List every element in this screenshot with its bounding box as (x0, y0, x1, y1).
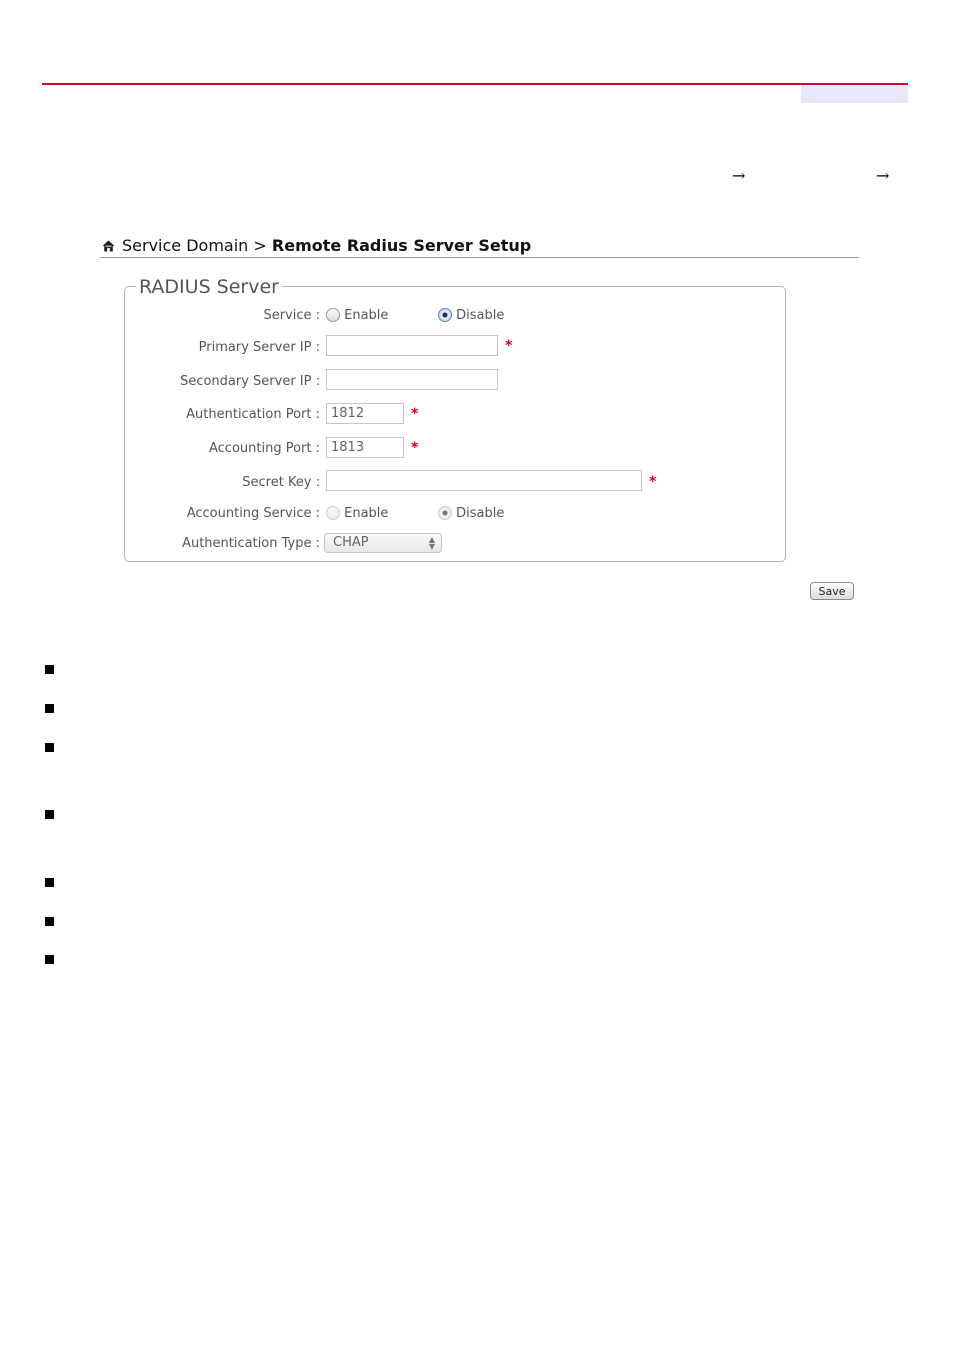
secret-key-required: * (649, 474, 657, 490)
header-rule (42, 83, 908, 85)
bullet-marker (45, 810, 54, 819)
select-updown-icon: ▲ ▼ (428, 535, 435, 551)
secondary-server-ip-label: Secondary Server IP : (180, 374, 320, 389)
service-label: Service : (263, 308, 320, 323)
accounting-service-enable-option[interactable] (326, 506, 438, 522)
breadcrumb (102, 236, 531, 256)
panel-legend: RADIUS Server (136, 276, 282, 298)
bullet-marker (45, 955, 54, 964)
accounting-service-enable-radio[interactable] (326, 506, 340, 520)
breadcrumb-parent[interactable]: Service Domain (122, 236, 249, 255)
authentication-port-input[interactable]: 1812 (326, 403, 404, 424)
bullet-marker (45, 665, 54, 674)
bullet-marker (45, 704, 54, 713)
primary-server-ip-required: * (505, 338, 513, 354)
accounting-service-disable-label: Disable (456, 506, 505, 521)
accounting-port-label: Accounting Port : (208, 441, 320, 456)
service-disable-label: Disable (456, 308, 505, 323)
home-icon[interactable] (102, 237, 116, 256)
secret-key-input[interactable] (326, 470, 642, 491)
page-tag (801, 85, 908, 103)
accounting-service-disable-option[interactable] (438, 506, 504, 522)
arrow-2: → (876, 166, 890, 185)
authentication-port-label: Authentication Port : (186, 407, 320, 422)
service-enable-label: Enable (344, 308, 389, 323)
secret-key-label: Secret Key : (242, 475, 320, 490)
accounting-service-disable-radio[interactable] (438, 506, 452, 520)
bullet-marker (45, 917, 54, 926)
secondary-server-ip-input[interactable] (326, 369, 498, 390)
service-enable-option[interactable] (326, 308, 438, 324)
authentication-port-required: * (411, 406, 419, 422)
accounting-port-required: * (411, 440, 419, 456)
bullet-marker (45, 878, 54, 887)
primary-server-ip-label: Primary Server IP : (198, 340, 320, 355)
service-disable-option[interactable] (438, 308, 504, 324)
authentication-type-label: Authentication Type : (182, 536, 320, 551)
accounting-service-radio-group (326, 506, 504, 522)
arrow-1: → (732, 166, 746, 185)
primary-server-ip-input[interactable] (326, 335, 498, 356)
save-button[interactable]: Save (810, 582, 854, 600)
service-disable-radio[interactable] (438, 308, 452, 322)
accounting-service-enable-label: Enable (344, 506, 389, 521)
service-radio-group (326, 308, 504, 324)
accounting-service-label: Accounting Service : (186, 506, 320, 521)
breadcrumb-divider (100, 257, 859, 258)
authentication-type-value: CHAP (333, 535, 369, 550)
breadcrumb-separator: > (253, 236, 267, 255)
bullet-marker (45, 743, 54, 752)
breadcrumb-current: Remote Radius Server Setup (271, 236, 532, 255)
service-enable-radio[interactable] (326, 308, 340, 322)
authentication-type-select[interactable] (324, 533, 442, 553)
accounting-port-input[interactable]: 1813 (326, 437, 404, 458)
